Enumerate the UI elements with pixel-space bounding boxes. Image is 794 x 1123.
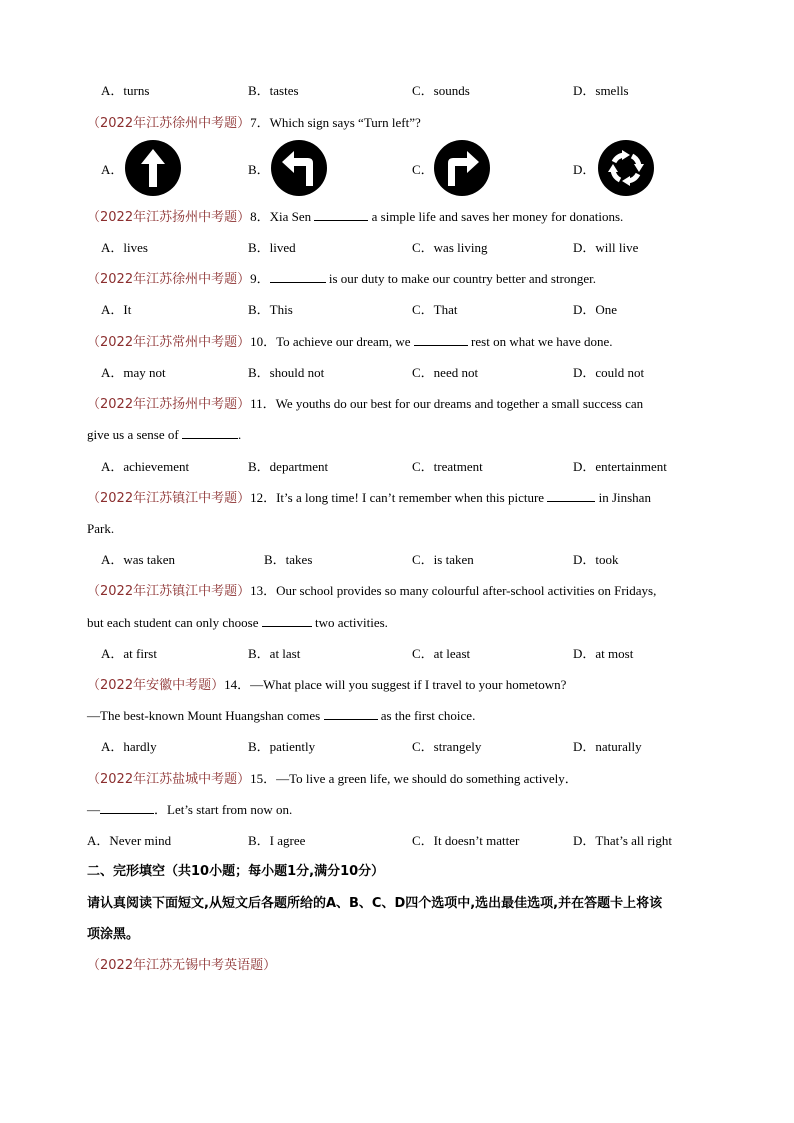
section-instruction-line-2: 项涂黑。 <box>87 927 140 942</box>
question-11-line-2 <box>87 426 241 444</box>
question-source: （2022年江苏扬州中考题） <box>87 210 251 225</box>
q12-option-c: C．is taken <box>412 552 474 567</box>
question-7 <box>87 114 421 133</box>
q9-option-d: D．One <box>573 302 618 317</box>
q11-option-d: D．entertainment <box>573 459 667 474</box>
q12-option-b: B．takes <box>264 552 313 567</box>
q9-option-b: B．This <box>248 302 293 317</box>
q15-option-d: D．That’s all right <box>573 833 672 848</box>
question-12-line-2: Park. <box>87 521 115 536</box>
passage-source: （2022年江苏无锡中考英语题） <box>87 958 277 973</box>
question-source: （2022年江苏徐州中考题） <box>87 272 251 287</box>
q6-option-c: C．sounds <box>412 83 470 98</box>
q11-option-b: B．department <box>248 459 329 474</box>
question-12 <box>87 489 651 508</box>
question-text: but each student can only choose <box>87 615 262 630</box>
question-text-continued: ．Let’s start from now on. <box>154 802 293 817</box>
answer-blank <box>182 426 238 439</box>
answer-blank <box>314 208 368 221</box>
question-9 <box>87 270 596 289</box>
question-text-continued: . <box>237 427 242 442</box>
question-13-line-2 <box>87 614 388 632</box>
question-text: 10．To achieve our dream, we <box>250 334 414 349</box>
q9-option-a: A．It <box>101 302 132 317</box>
q7-option-c-letter: C． <box>412 162 434 177</box>
q12-option-a: A．was taken <box>101 552 176 567</box>
question-text: give us a sense of <box>87 427 182 442</box>
answer-blank <box>547 489 595 502</box>
question-source: （2022年江苏常州中考题） <box>87 335 251 350</box>
q7-option-d-letter: D． <box>573 162 596 177</box>
question-source: （2022年江苏盐城中考题） <box>87 772 251 787</box>
q12-option-d: D．took <box>573 552 619 567</box>
question-14-line-2 <box>87 707 475 725</box>
q6-option-d: D．smells <box>573 83 629 98</box>
question-text: —The best-known Mount Huangshan comes <box>87 708 324 723</box>
answer-blank <box>414 333 468 346</box>
section-heading: 二、完形填空（共10小题；每小题1分,满分10分） <box>87 864 385 879</box>
q8-option-a: A．lives <box>101 240 148 255</box>
q11-option-a: A．achievement <box>101 459 190 474</box>
question-source: （2022年江苏扬州中考题） <box>87 397 251 412</box>
question-text: — <box>87 802 100 817</box>
q10-option-b: B．should not <box>248 365 325 380</box>
question-text-continued: in Jinshan <box>595 490 651 505</box>
question-text-continued: is our duty to make our country better and stronger. <box>325 271 597 286</box>
question-text: 15．—To live a green life, we should do something actively． <box>250 771 578 786</box>
q13-option-d: D．at most <box>573 646 634 661</box>
arrow-up-icon <box>125 140 181 196</box>
question-text: 14．—What place will you suggest if I travel to your hometown? <box>224 677 567 692</box>
question-text: 7．Which sign says “Turn left”? <box>250 115 421 130</box>
question-text: 11．We youths do our best for our dreams and together a small success can <box>250 396 644 411</box>
question-text-continued: two activities. <box>311 615 388 630</box>
answer-blank <box>324 707 378 720</box>
q14-option-c: C．strangely <box>412 739 482 754</box>
question-text-continued: a simple life and saves her money for donations. <box>368 209 624 224</box>
question-10 <box>87 333 613 352</box>
turn-right-arrow-icon <box>434 140 490 196</box>
question-text: 9． <box>250 271 270 286</box>
question-text: 8．Xia Sen <box>250 209 315 224</box>
question-13 <box>87 582 656 601</box>
q11-option-c: C．treatment <box>412 459 483 474</box>
question-text: 12．It’s a long time! I can’t remember when this picture <box>250 490 548 505</box>
q15-option-a: A．Never mind <box>87 833 172 848</box>
question-text: 13．Our school provides so many colourful after-school activities on Fridays, <box>250 583 657 598</box>
question-15 <box>87 770 578 789</box>
question-source: （2022年安徽中考题） <box>87 678 225 693</box>
answer-blank <box>262 614 312 627</box>
question-15-line-2 <box>87 801 292 819</box>
question-8 <box>87 208 623 227</box>
q15-option-c: C．It doesn’t matter <box>412 833 520 848</box>
q14-option-d: D．naturally <box>573 739 642 754</box>
answer-blank <box>270 270 326 283</box>
question-11 <box>87 395 643 414</box>
q10-option-a: A．may not <box>101 365 166 380</box>
q10-option-c: C．need not <box>412 365 479 380</box>
question-source: （2022年江苏徐州中考题） <box>87 116 251 131</box>
section-instruction-line-1: 请认真阅读下面短文,从短文后各题所给的A、B、C、D四个选项中,选出最佳选项,并在答题卡上将该 <box>87 896 663 911</box>
question-text-continued: as the first choice. <box>377 708 476 723</box>
q10-option-d: D．could not <box>573 365 645 380</box>
q6-option-a: A．turns <box>101 83 150 98</box>
question-14 <box>87 676 566 695</box>
q13-option-c: C．at least <box>412 646 471 661</box>
q13-option-b: B．at last <box>248 646 301 661</box>
q8-option-b: B．lived <box>248 240 296 255</box>
q14-option-b: B．patiently <box>248 739 316 754</box>
q13-option-a: A．at first <box>101 646 157 661</box>
q6-option-b: B．tastes <box>248 83 299 98</box>
q8-option-d: D．will live <box>573 240 639 255</box>
q9-option-c: C．That <box>412 302 458 317</box>
q15-option-b: B．I agree <box>248 833 306 848</box>
roundabout-icon <box>598 140 654 196</box>
q7-option-a-letter: A． <box>101 162 124 177</box>
question-source: （2022年江苏镇江中考题） <box>87 491 251 506</box>
answer-blank <box>100 801 154 814</box>
question-source: （2022年江苏镇江中考题） <box>87 584 251 599</box>
turn-left-arrow-icon <box>271 140 327 196</box>
q8-option-c: C．was living <box>412 240 488 255</box>
q14-option-a: A．hardly <box>101 739 157 754</box>
q7-option-b-letter: B． <box>248 162 270 177</box>
question-text-continued: rest on what we have done. <box>467 334 613 349</box>
